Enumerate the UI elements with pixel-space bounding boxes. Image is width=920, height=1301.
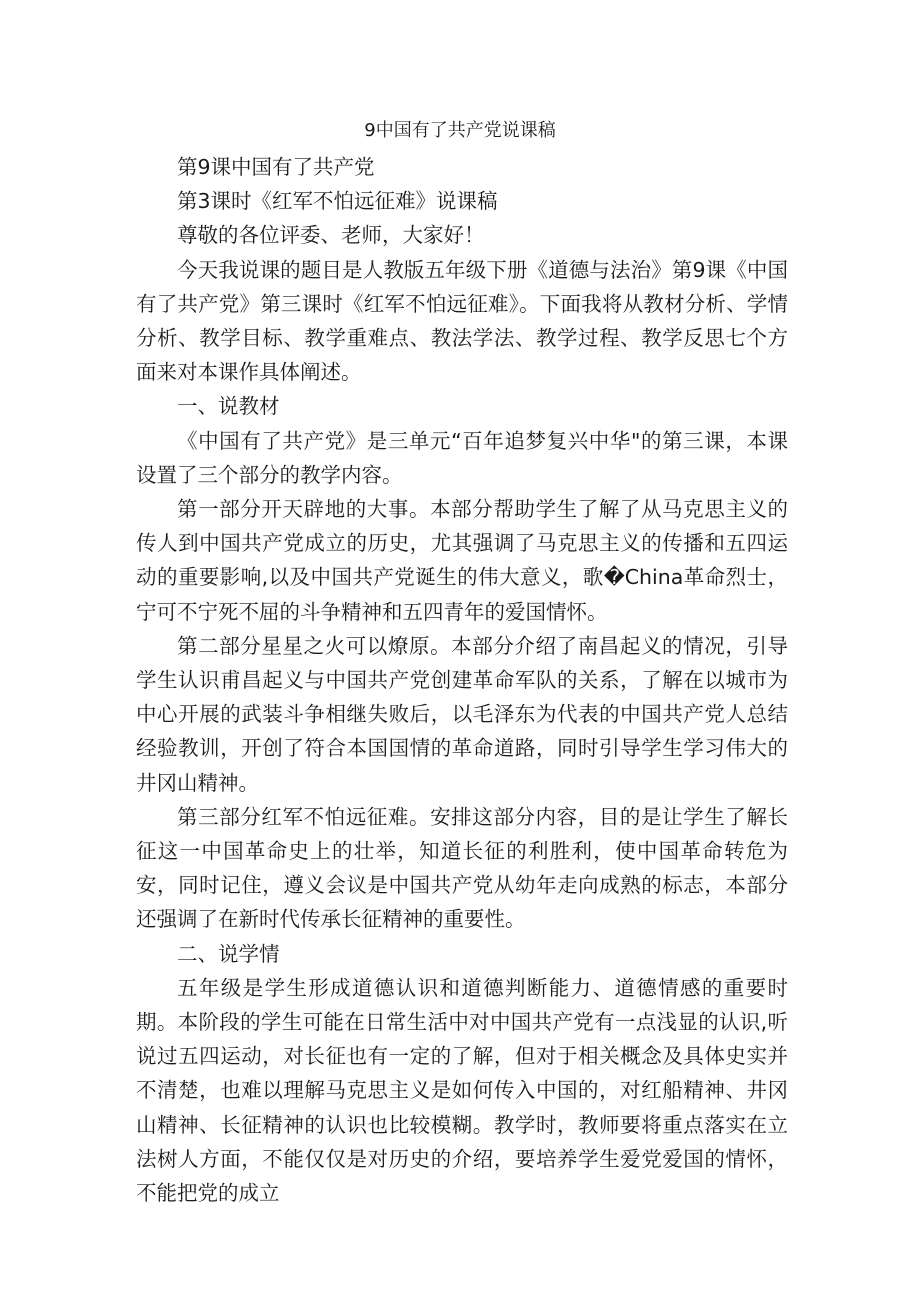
section-heading-textbook: 一、说教材 bbox=[177, 394, 280, 419]
section-heading-students: 二、说学情 bbox=[177, 941, 280, 966]
part-two-paragraph: 第二部分星星之火可以燎原。本部分介绍了南昌起义的情况，引导学生认识甫昌起义与中国共产党创建革命军队的关系，了解在以城市为中心开展的武装斗争相继失败后，以毛泽东为代表的中国共产党人总结经验教训，开创了符合本国国情的革命道路，同时引导学生学习伟大的井冈山精神。 bbox=[136, 633, 788, 795]
part-three-paragraph: 第三部分红军不怕远征难。安排这部分内容，目的是让学生了解长征这一中国革命史上的壮举，知道长征的利胜利，使中国革命转危为安，同时记住，遵义会议是中国共产党从幼年走向成熟的标志，本部分还强调了在新时代传承长征精神的重要性。 bbox=[136, 804, 788, 932]
textbook-overview-paragraph: 《中国有了共产党》是三单元“百年追梦复兴中华"的第三课，本课设置了三个部分的教学内容。 bbox=[136, 428, 788, 487]
period-heading: 第3课时《红军不怕远征难》说课稿 bbox=[177, 189, 498, 214]
document-body bbox=[136, 150, 788, 1210]
lesson-heading: 第9课中国有了共产党 bbox=[177, 155, 375, 179]
students-paragraph: 五年级是学生形成道德认识和道德判断能力、道德情感的重要时期。本阶段的学生可能在日常生活中对中国共产党有一点浅显的认识,听说过五四运动，对长征也有一定的了解，但对于相关概念及具体史实并不清楚，也难以理解马克思主义是如何传入中国的，对红船精神、井冈山精神、长征精神的认识也比较模糊。教学时，教师要将重点落实在立法树人方面，不能仅仅是对历史的介绍，要培养学生爱党爱国的情怀，不能把党的成立 bbox=[136, 975, 788, 1206]
greeting-paragraph: 尊敬的各位评委、老师，大家好！ bbox=[177, 223, 485, 248]
intro-paragraph: 今天我说课的题目是人教版五年级下册《道德与法治》第9课《中国有了共产党》第三课时《红军不怕远征难》。下面我将从教材分析、学情分析、教学目标、教学重难点、教法学法、教学过程、教学反思七个方面来对本课作具体阐述。 bbox=[136, 257, 788, 385]
part-one-paragraph: 第一部分开天辟地的大事。本部分帮助学生了解了从马克思主义的传人到中国共产党成立的历史，尤其强调了马克思主义的传播和五四运动的重要影响,以及中国共产党诞生的伟大意义，歌�China革命烈士，宁可不宁死不屈的斗争精神和五四青年的爱国情怀。 bbox=[136, 497, 788, 624]
document-title: 9中国有了共产党说课稿 bbox=[364, 120, 556, 141]
